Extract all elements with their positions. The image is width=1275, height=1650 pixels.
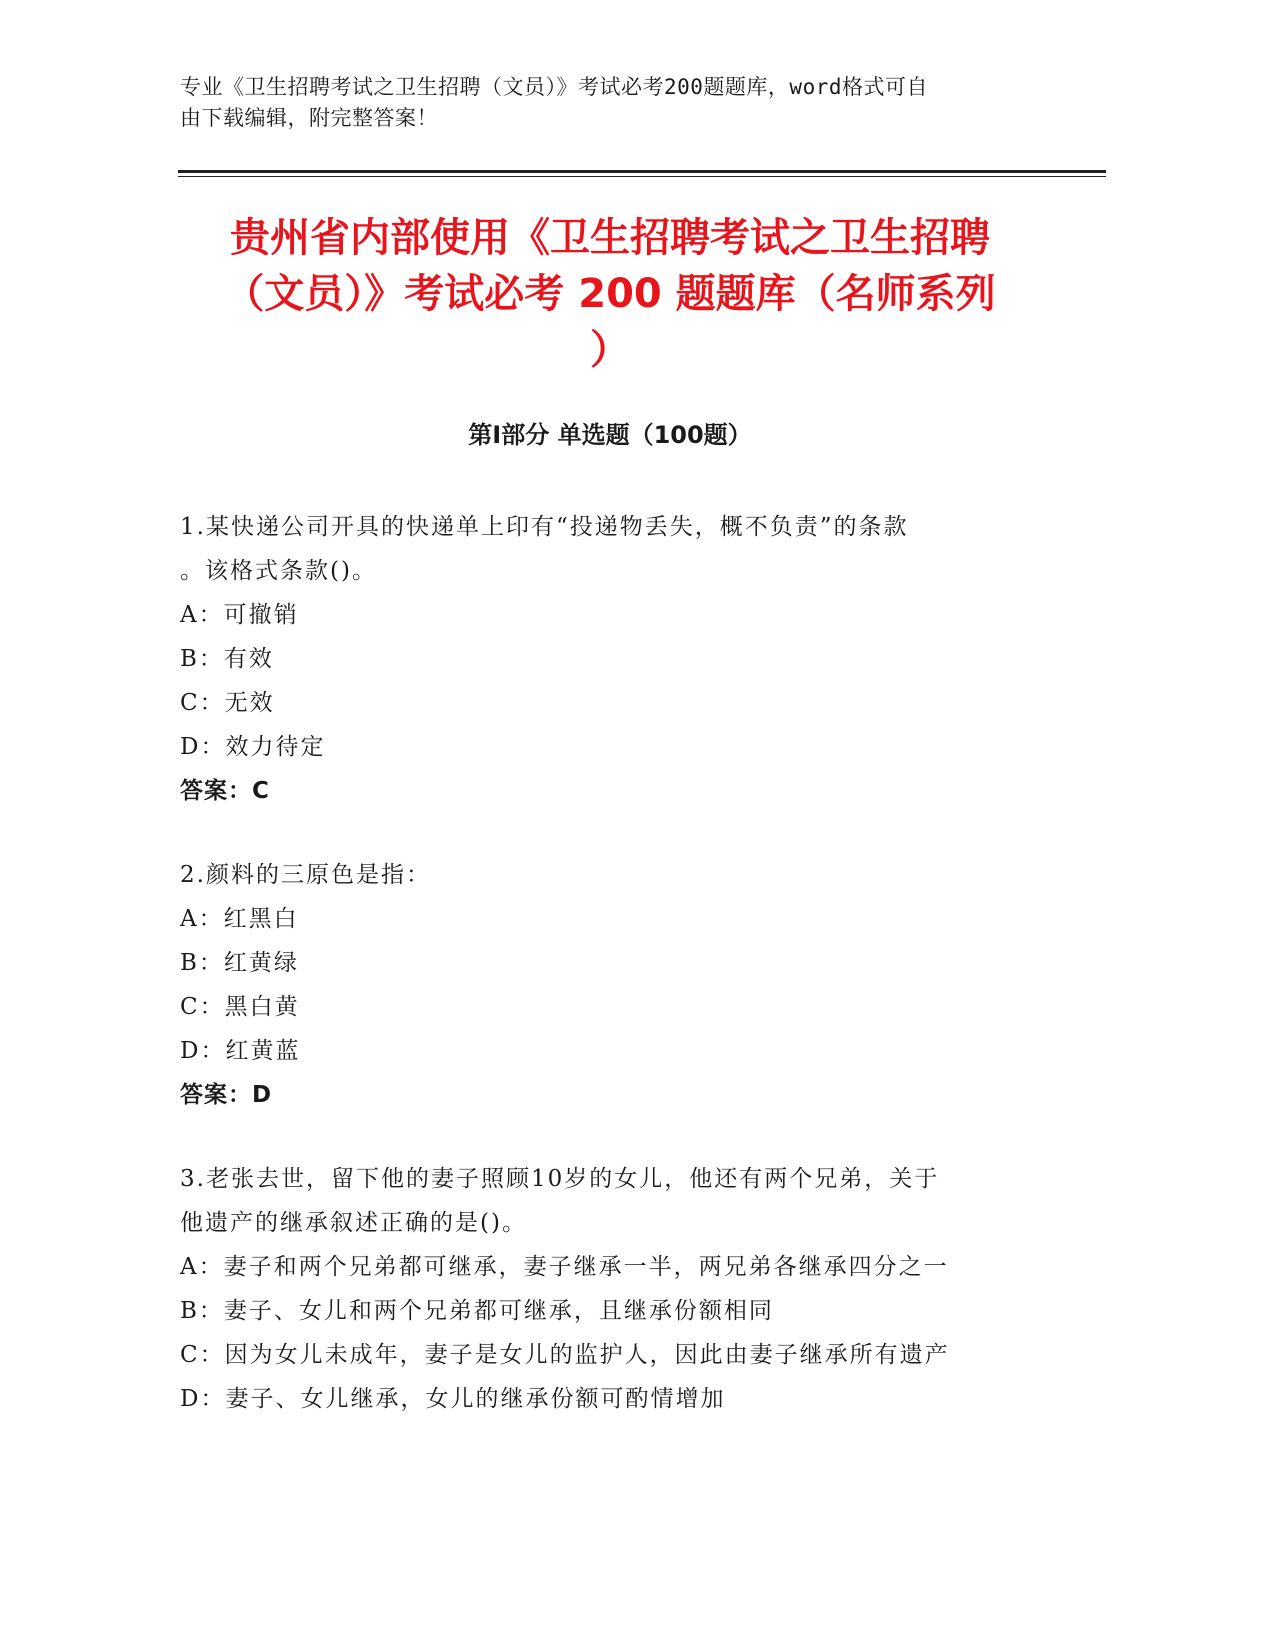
option-a: A：可撤销 (180, 602, 299, 628)
header-note: 专业《卫生招聘考试之卫生招聘（文员）》考试必考200题题库，word格式可自 由下载编辑，附完整答案！ (180, 75, 928, 130)
option-d: D：红黄蓝 (180, 1038, 301, 1064)
option-d: D：效力待定 (180, 734, 326, 760)
section-title: 第Ⅰ部分 单选题（100题） (468, 421, 752, 449)
answer-text: 答案：D (180, 1082, 273, 1108)
option-c: C：因为女儿未成年，妻子是女儿的监护人，因此由妻子继承所有遗产 (180, 1342, 950, 1368)
header-divider-thick (178, 170, 1106, 173)
question-2 (180, 853, 1040, 1117)
option-a: A：妻子和两个兄弟都可继承，妻子继承一半，两兄弟各继承四分之一 (180, 1254, 949, 1280)
option-b: B：妻子、女儿和两个兄弟都可继承，且继承份额相同 (180, 1298, 774, 1324)
option-b: B：有效 (180, 646, 274, 672)
question-1 (180, 505, 1040, 813)
page-title: 贵州省内部使用《卫生招聘考试之卫生招聘 （文员）》考试必考 200 题题库（名师系列 ） (224, 215, 996, 373)
option-c: C：黑白黄 (180, 994, 300, 1020)
option-c: C：无效 (180, 690, 275, 716)
option-a: A：红黑白 (180, 906, 299, 932)
option-d: D：妻子、女儿继承，女儿的继承份额可酌情增加 (180, 1386, 726, 1412)
option-b: B：红黄绿 (180, 950, 299, 976)
question-stem: 2.颜料的三原色是指： (180, 862, 431, 888)
answer-text: 答案：C (180, 778, 270, 804)
question-stem: 1.某快递公司开具的快递单上印有“投递物丢失，概不负责”的条款 。该格式条款()。 (180, 514, 909, 584)
question-list (180, 505, 1040, 1461)
question-stem: 3.老张去世，留下他的妻子照顾10岁的女儿，他还有两个兄弟，关于 他遗产的继承叙述正确的是()。 (180, 1166, 940, 1236)
question-3 (180, 1157, 1040, 1421)
header-divider-thin (178, 176, 1106, 177)
